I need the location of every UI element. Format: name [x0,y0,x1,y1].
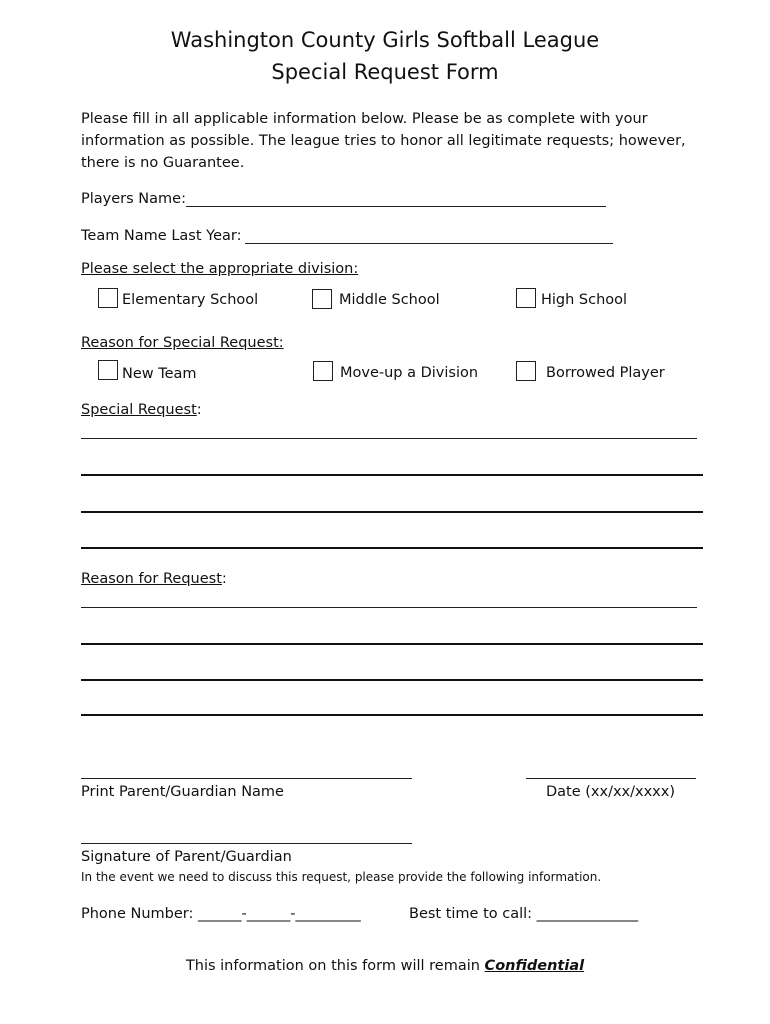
players-name-field[interactable] [186,206,606,207]
signature-field[interactable] [81,843,412,844]
move-up-division-label: Move-up a Division [340,365,479,381]
move-up-division-checkbox[interactable] [313,361,333,381]
discuss-note: In the event we need to discuss this request, please provide the following information. [81,870,602,884]
high-school-label: High School [541,292,628,308]
team-name-field[interactable] [245,243,613,244]
elementary-school-label: Elementary School [122,292,259,308]
phone-number-field[interactable]: Phone Number: ______-______-_________ [81,906,361,922]
intro-line-1: Please fill in all applicable information below. Please be as complete with your [81,111,648,127]
print-name-label: Print Parent/Guardian Name [81,784,284,800]
special-request-line-4[interactable] [81,547,703,549]
borrowed-player-label: Borrowed Player [546,365,665,381]
intro-line-3: there is no Guarantee. [81,155,245,171]
team-name-label: Team Name Last Year: [81,228,242,244]
title-line-2: Special Request Form [271,60,499,84]
date-label: Date (xx/xx/xxxx) [546,784,675,800]
signature-label: Signature of Parent/Guardian [81,849,292,865]
reason-line-3[interactable] [81,679,703,681]
confidential-prefix: This information on this form will remain [185,958,485,974]
special-request-heading [81,402,202,418]
special-request-line-1[interactable] [81,438,697,439]
new-team-label: New Team [122,366,197,382]
borrowed-player-checkbox[interactable] [516,361,536,381]
middle-school-label: Middle School [339,292,440,308]
reason-for-request-label: Reason for Request [81,571,222,587]
special-request-colon: : [196,402,202,418]
reason-for-request-heading [81,571,227,587]
players-name-label: Players Name: [81,191,186,207]
middle-school-checkbox[interactable] [312,289,332,309]
reason-line-2[interactable] [81,643,703,645]
elementary-school-checkbox[interactable] [98,288,118,308]
title-line-1: Washington County Girls Softball League [170,28,600,52]
special-request-line-3[interactable] [81,511,703,513]
new-team-checkbox[interactable] [98,360,118,380]
division-heading: Please select the appropriate division: [81,261,359,277]
reason-line-4[interactable] [81,714,703,716]
reason-for-request-colon: : [221,571,227,587]
special-request-label: Special Request [81,402,197,418]
special-request-line-2[interactable] [81,474,703,476]
confidential-word: Confidential [484,958,585,974]
confidential-note [0,958,770,974]
high-school-checkbox[interactable] [516,288,536,308]
date-field[interactable] [526,778,696,779]
intro-line-2: information as possible. The league tries to honor all legitimate requests; however, [81,133,686,149]
reason-line-1[interactable] [81,607,697,608]
reason-heading: Reason for Special Request: [81,335,284,351]
parent-name-field[interactable] [81,778,412,779]
best-time-field[interactable]: Best time to call: ______________ [409,906,639,922]
